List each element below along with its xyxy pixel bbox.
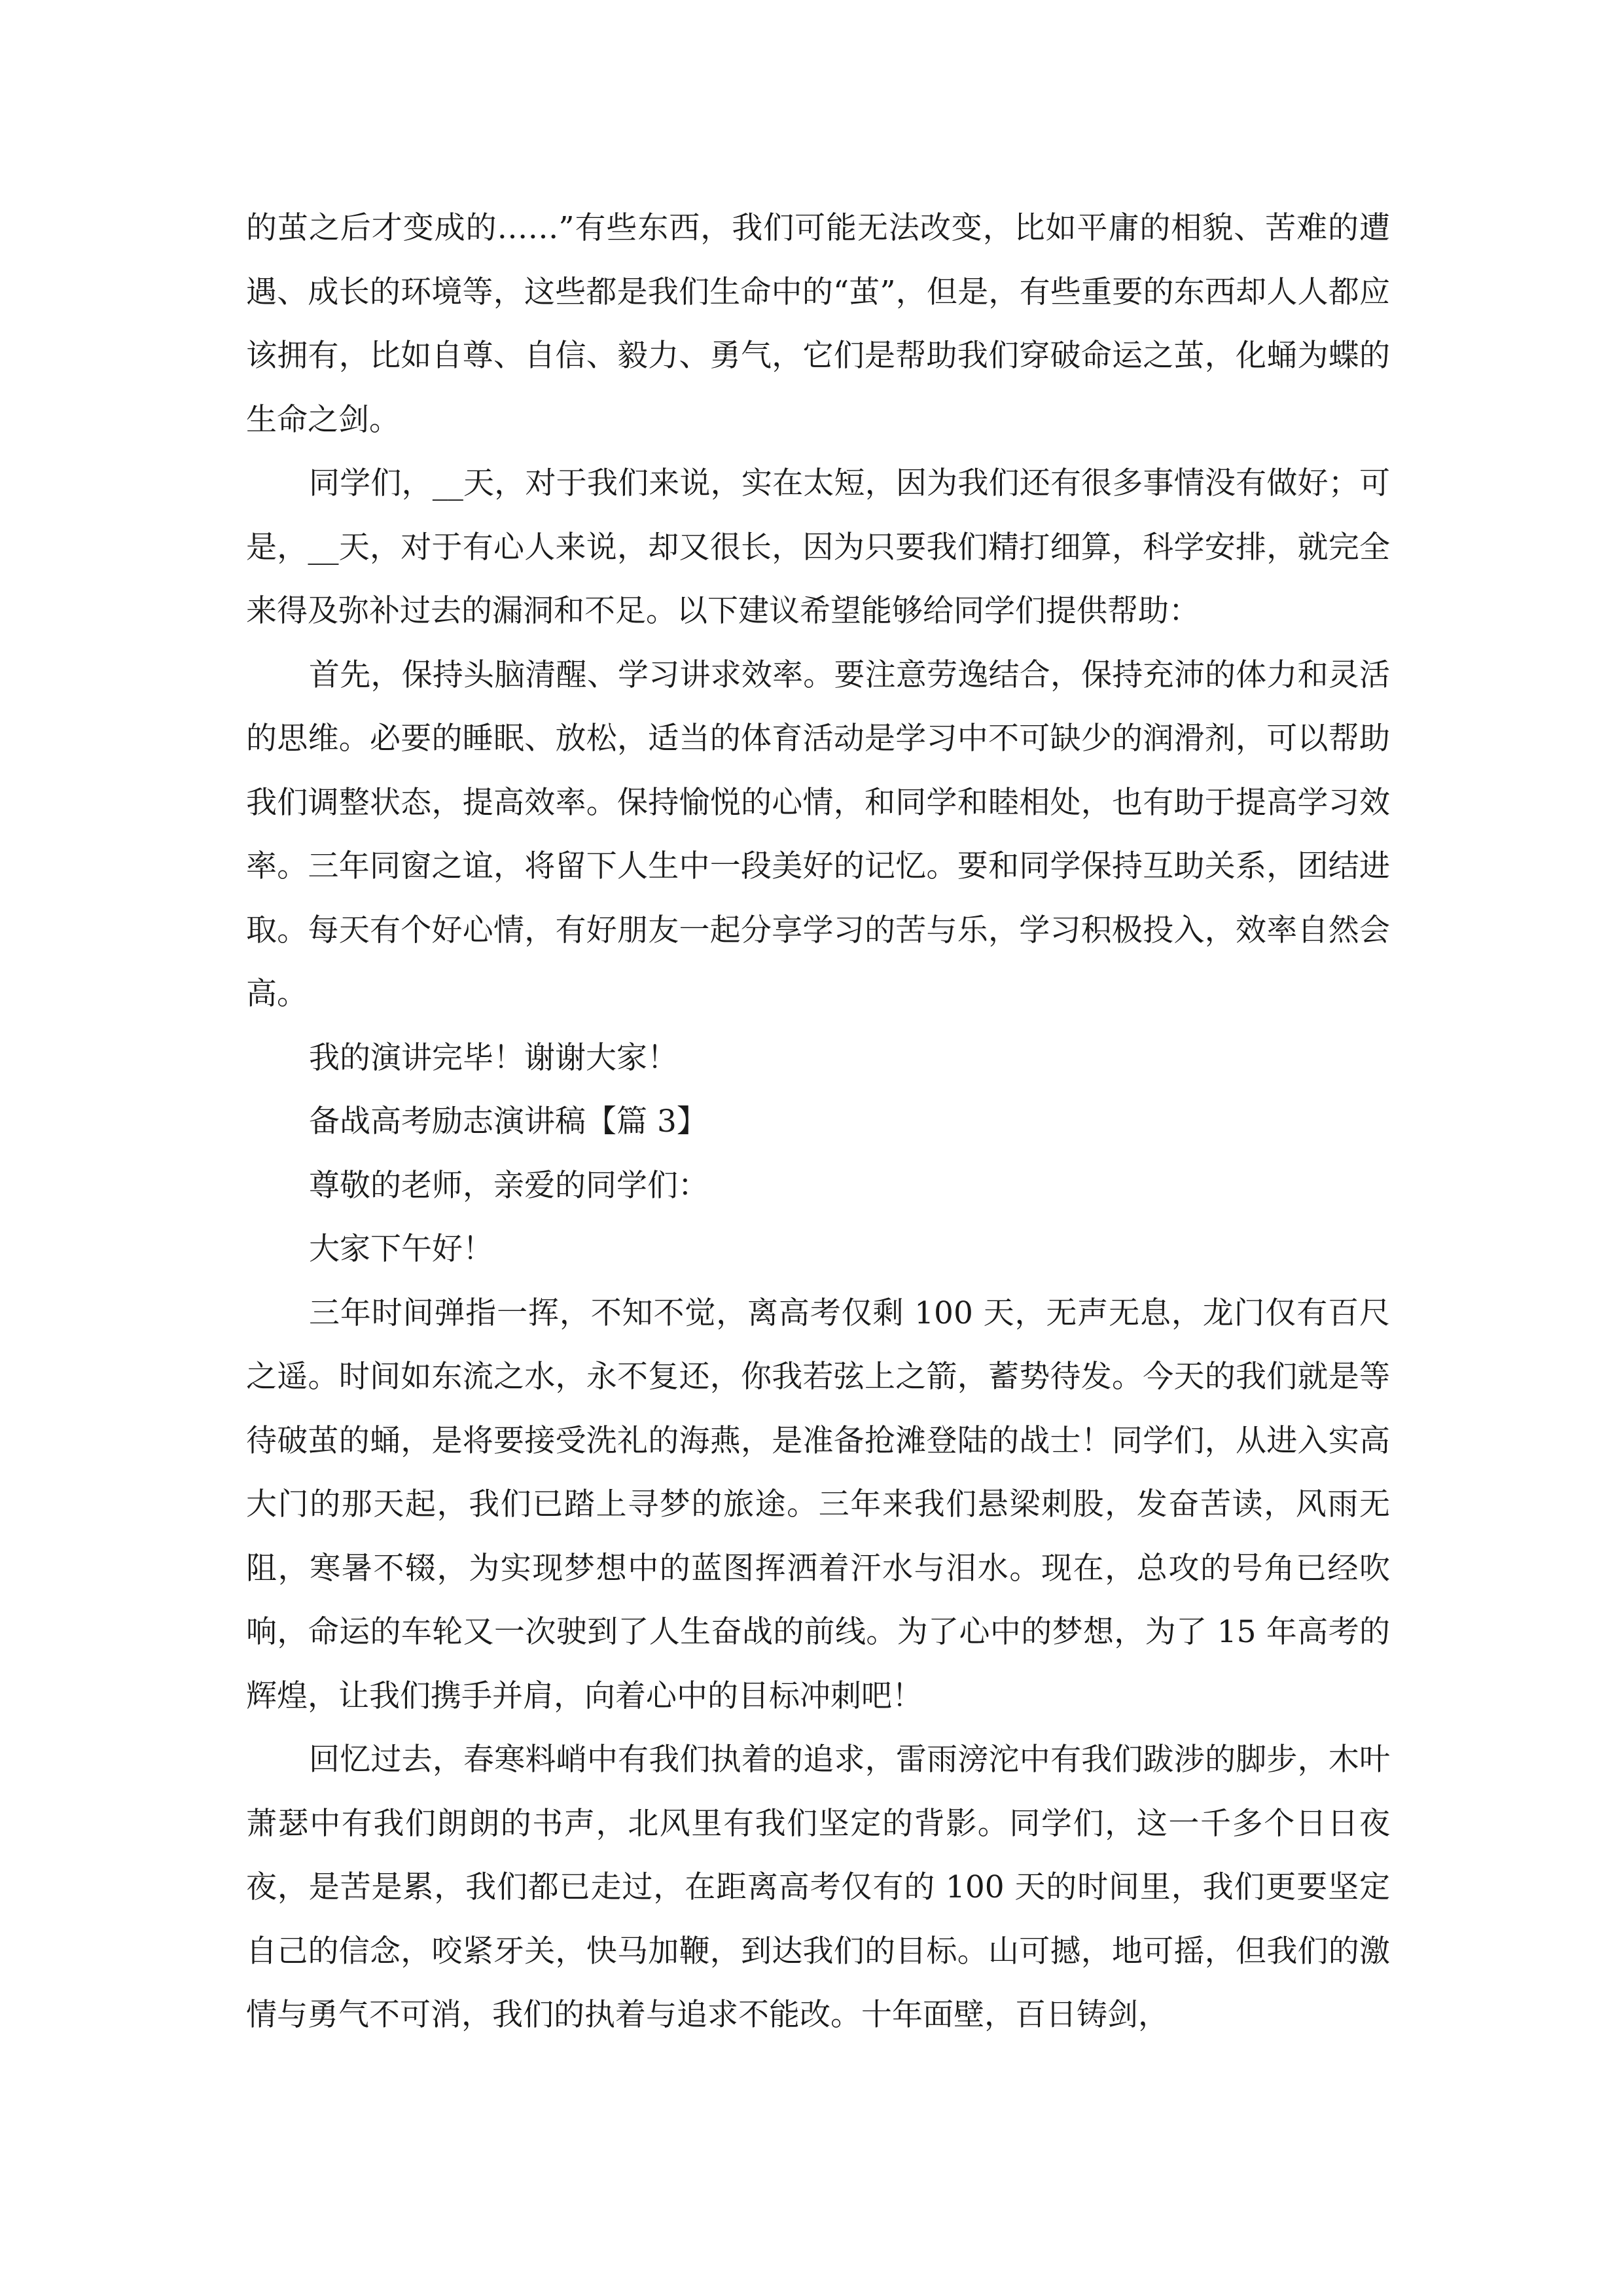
paragraph-4: 我的演讲完毕！谢谢大家！	[309, 1039, 678, 1076]
greeting: 大家下午好！	[309, 1231, 493, 1267]
paragraph-3: 首先，保持头脑清醒、学习讲求效率。要注意劳逸结合，保持充沛的体力和灵活的思维。必要的睡眠、放松，适当的体育活动是学习中不可缺少的润滑剂，可以帮助我们调整状态，提高效率。保持愉悦的心情，和同学和睦相处，也有助于提高学习效率。三年同窗之谊，将留下人生中一段美好的记忆。要和同学保持互助关系，团结进取。每天有个好心情，有好朋友一起分享学习的苦与乐，学习积极投入，效率自然会高。	[246, 656, 1390, 1012]
paragraph-8: 三年时间弹指一挥，不知不觉，离高考仅剩 100 天，无声无息，龙门仅有百尺之遥。时间如东流之水，永不复还，你我若弦上之箭，蓄势待发。今天的我们就是等待破茧的蛹，是将要接受洗礼的海燕，是准备抢滩登陆的战士！同学们，从进入实高大门的那天起，我们已踏上寻梦的旅途。三年来我们悬梁刺股，发奋苦读，风雨无阻，寒暑不辍，为实现梦想中的蓝图挥洒着汗水与泪水。现在，总攻的号角已经吹响，命运的车轮又一次驶到了人生奋战的前线。为了心中的梦想，为了 15 年高考的辉煌，让我们携手并肩，向着心中的目标冲刺吧！	[246, 1295, 1390, 1714]
document-body	[246, 196, 1390, 2047]
paragraph-9: 回忆过去，春寒料峭中有我们执着的追求，雷雨滂沱中有我们跋涉的脚步，木叶萧瑟中有我们朗朗的书声，北风里有我们坚定的背影。同学们，这一千多个日日夜夜，是苦是累，我们都已走过，在距离高考仅有的 100 天的时间里，我们更要坚定自己的信念，咬紧牙关，快马加鞭，到达我们的目标。山可撼，地可摇，但我们的激情与勇气不可消，我们的执着与追求不能改。十年面壁，百日铸剑，	[246, 1742, 1390, 2033]
paragraph-1: 的茧之后才变成的……”有些东西，我们可能无法改变，比如平庸的相貌、苦难的遭遇、成长的环境等，这些都是我们生命中的“茧”，但是，有些重要的东西却人人都应该拥有，比如自尊、自信、毅力、勇气，它们是帮助我们穿破命运之茧，化蛹为蝶的生命之剑。	[246, 210, 1390, 438]
salutation: 尊敬的老师，亲爱的同学们：	[309, 1167, 709, 1204]
section-heading: 备战高考励志演讲稿【篇 3】	[309, 1103, 707, 1139]
paragraph-2: 同学们，__天，对于我们来说，实在太短，因为我们还有很多事情没有做好；可是，__天，对于有心人来说，却又很长，因为只要我们精打细算，科学安排，就完全来得及弥补过去的漏洞和不足。以下建议希望能够给同学们提供帮助：	[246, 465, 1390, 629]
